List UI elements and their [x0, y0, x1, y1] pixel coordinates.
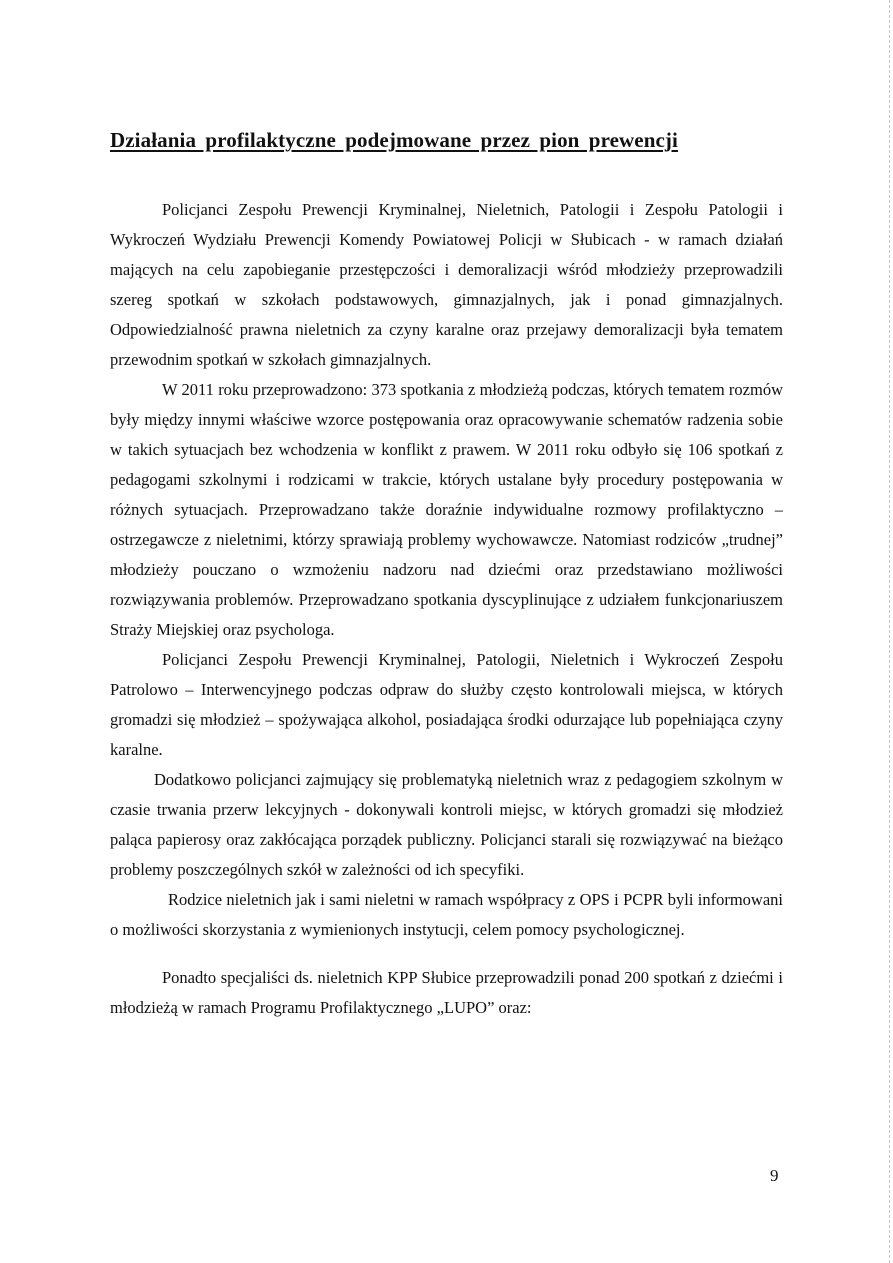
paragraph-ops-pcpr: Rodzice nieletnich jak i sami nieletni w ramach współpracy z OPS i PCPR byli informowani o możliwości skorzystania z wymienionych instytucji, celem pomocy psychologicznej.	[110, 890, 783, 939]
paragraph-intro: Policjanci Zespołu Prewencji Kryminalnej, Nieletnich, Patologii i Zespołu Patologii i Wykroczeń Wydziału Prewencji Komendy Powiatowej Policji w Słubicach - w ramach działań mających na celu zapobieganie przestępczości i demoralizacji wśród młodzieży przeprowadzili szereg spotkań w szkołach podstawowych, gimnazjalnych, jak i ponad gimnazjalnych. Odpowiedzialność prawna nieletnich za czyny karalne oraz przejawy demoralizacji była tematem przewodnim spotkań w szkołach gimnazjalnych.	[110, 200, 783, 369]
paragraph-lupo-program: Ponadto specjaliści ds. nieletnich KPP Słubice przeprowadzili ponad 200 spotkań z dziećmi i młodzieżą w ramach Programu Profilaktycznego „LUPO” oraz:	[110, 968, 783, 1017]
document-body	[110, 195, 783, 1023]
paragraph-2011-meetings: W 2011 roku przeprowadzono: 373 spotkania z młodzieżą podczas, których tematem rozmów były między innymi właściwe wzorce postępowania oraz opracowywanie schematów radzenia sobie w takich sytuacjach bez wchodzenia w konflikt z prawem. W 2011 roku odbyło się 106 spotkań z pedagogami szkolnymi i rodzicami w trakcie, których ustalane były procedury postępowania w różnych sytuacjach. Przeprowadzano także doraźnie indywidualne rozmowy profilaktyczno – ostrzegawcze z nieletnimi, którzy sprawiają problemy wychowawcze. Natomiast rodziców „trudnej” młodzieży pouczano o wzmożeniu nadzoru nad dziećmi oraz przedstawiano możliwości rozwiązywania problemów. Przeprowadzano spotkania dyscyplinujące z udziałem funkcjonariuszem Straży Miejskiej oraz psychologa.	[110, 380, 783, 639]
scan-edge-line	[889, 0, 891, 1263]
paragraph-school-controls: Dodatkowo policjanci zajmujący się problematyką nieletnich wraz z pedagogiem szkolnym w czasie trwania przerw lekcyjnych - dokonywali kontroli miejsc, w których gromadzi się młodzież paląca papierosy oraz zakłócająca porządek publiczny. Policjanci starali się rozwiązywać na bieżąco problemy poszczególnych szkół w zależności od ich specyfiki.	[110, 770, 783, 879]
page-number: 9	[770, 1166, 779, 1185]
paragraph-patrol-controls: Policjanci Zespołu Prewencji Kryminalnej, Patologii, Nieletnich i Wykroczeń Zespołu Patrolowo – Interwencyjnego podczas odpraw do służby często kontrolowali miejsca, w których gromadzi się młodzież – spożywająca alkohol, posiadająca środki odurzające lub popełniająca czyny karalne.	[110, 650, 783, 759]
section-title: Działania profilaktyczne podejmowane przez pion prewencji	[110, 128, 678, 152]
